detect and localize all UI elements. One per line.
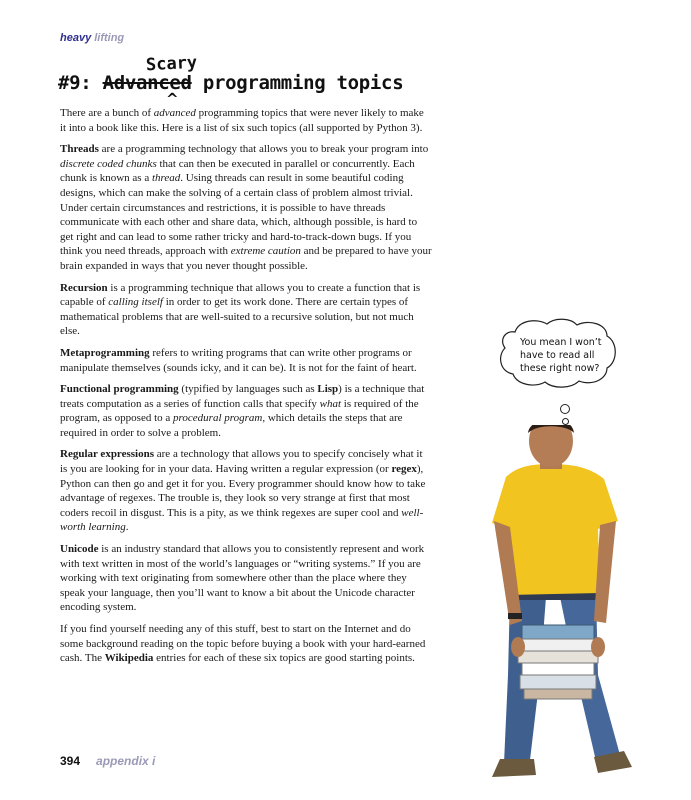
italic-span: what [319,397,342,410]
body-text [60,106,432,673]
left-hand [511,637,525,657]
term-metaprogramming: Metaprogramming [60,346,150,359]
italic-span: discrete coded chunks [60,157,157,170]
paragraph-unicode [60,542,432,615]
term-recursion: Recursion [60,281,108,294]
term-unicode: Unicode [60,543,99,556]
text-span: and be prepared to have your brain expanded in ways that you never thought possible. [60,245,432,272]
title-number: #9: [58,72,92,94]
italic-span: calling itself [108,296,163,309]
header-lifting: lifting [94,32,125,44]
text-span: is required of the program, as opposed to a [60,397,419,425]
left-shoe [492,759,536,777]
thought-dot-small [562,418,569,425]
text-span: . [125,521,129,534]
title-line [58,72,403,94]
paragraph-metaprogramming [60,346,432,375]
book-2 [520,639,596,651]
paragraph-closing [60,622,432,666]
right-hand [591,637,605,657]
term-functional-programming: Functional programming [60,383,179,396]
text-span: There are a bunch of [60,107,154,119]
term-regular-expressions: Regular expressions [60,448,155,461]
italic-span: procedural program, [173,412,266,425]
head [529,425,573,467]
title-struck-word: Advanced [102,72,192,94]
thought-bubble-text: You mean I won’t have to read all these right now? [520,337,602,374]
running-header [60,32,124,44]
book-6 [524,689,592,699]
book-3 [518,651,598,663]
bold-span: Wikipedia [104,652,154,665]
text-span: If you find yourself needing any of this stuff, best to start on the Internet and do some background reading on the topic before buying a book with your hard-earned cash. The [60,623,426,665]
title-caret: ^ [166,90,179,108]
page-title [58,54,478,106]
paragraph-intro [60,106,432,135]
title-rest: programming topics [202,72,404,94]
paragraph-functional [60,382,432,440]
title-inserted-word: Scary [145,52,198,76]
text-span: (typified by languages such as [178,383,318,396]
page-number: 394 [60,754,81,768]
header-heavy: heavy [60,32,92,44]
italic-span: thread [151,172,181,185]
text-span: that can then be executed in parallel or concurrently. Each chunk is known as a [60,157,415,185]
bold-span: Lisp [317,383,339,396]
paragraph-recursion [60,281,432,339]
text-span: ), Python can then go and get it for you. Every programmer should know how to take advantage of regexes. The trouble is, they look so very strange at first that most coders recoil in disgust. This is a pity, as we think regexes are super cool and [60,463,426,519]
term-threads: Threads [60,143,99,156]
text-span: refers to writing programs that can write other programs or manipulate themselves (sounds icky, and it can be). It is not for the faint of heart. [60,346,417,374]
footer-section-label: appendix i [96,754,156,768]
text-span: are a programming technology that allows you to break your program into [98,143,429,156]
text-span: entries for each of these six topics are good starting points. [153,652,415,665]
book-5 [520,675,596,689]
page-footer [60,754,155,768]
text-span: in order to get its work done. There are certain types of mathematical problems that are well-suited to a recursive solution, but not much else. [60,296,414,338]
wristwatch [508,613,522,619]
italic-span: well-worth learning [60,506,424,534]
text-span: which details the steps that are required in order to solve a problem. [60,412,403,439]
text-span: are a technology that allows you to specify concisely what it is you are looking for in your data. Having written a regular expression (or [60,448,423,476]
book-4 [522,663,594,675]
thought-dot-large [560,404,570,414]
text-span: is an industry standard that allows you to consistently represent and work with text written in most of the world’s languages or “writing systems.” If you are working with text originating from somewhere other than the place where they speak your language, then you’ll want to know a bit about the Unicode character encoding system. [60,543,425,614]
text-span: is a programming technique that allows you to create a function that is capable of [60,281,421,309]
person-carrying-books-illustration [448,425,668,785]
text-span: ) is a technique that treats computation as a series of function calls that specify [60,383,425,410]
paragraph-threads [60,142,432,273]
paragraph-regex [60,447,432,535]
bold-span: regex [391,463,417,476]
text-span: programming topics that were never likely to make it into a book like this. Here is a list of six such topics (all supported by Python 3). [60,107,424,134]
book-1 [522,625,594,639]
text-span: . Using threads can result in some beautiful coding designs, which can make the solving of a certain class of problem almost trivial. Under certain circumstances and restrictions, it is possible to have threads communicate with each other and share data, which, although possible, is hard to get right and can lead to some rather tricky and hard-to-track-down bugs. If you think you need threads, approach with [60,172,418,258]
italic-span: extreme caution [230,245,301,258]
italic-span: advanced [153,107,196,119]
